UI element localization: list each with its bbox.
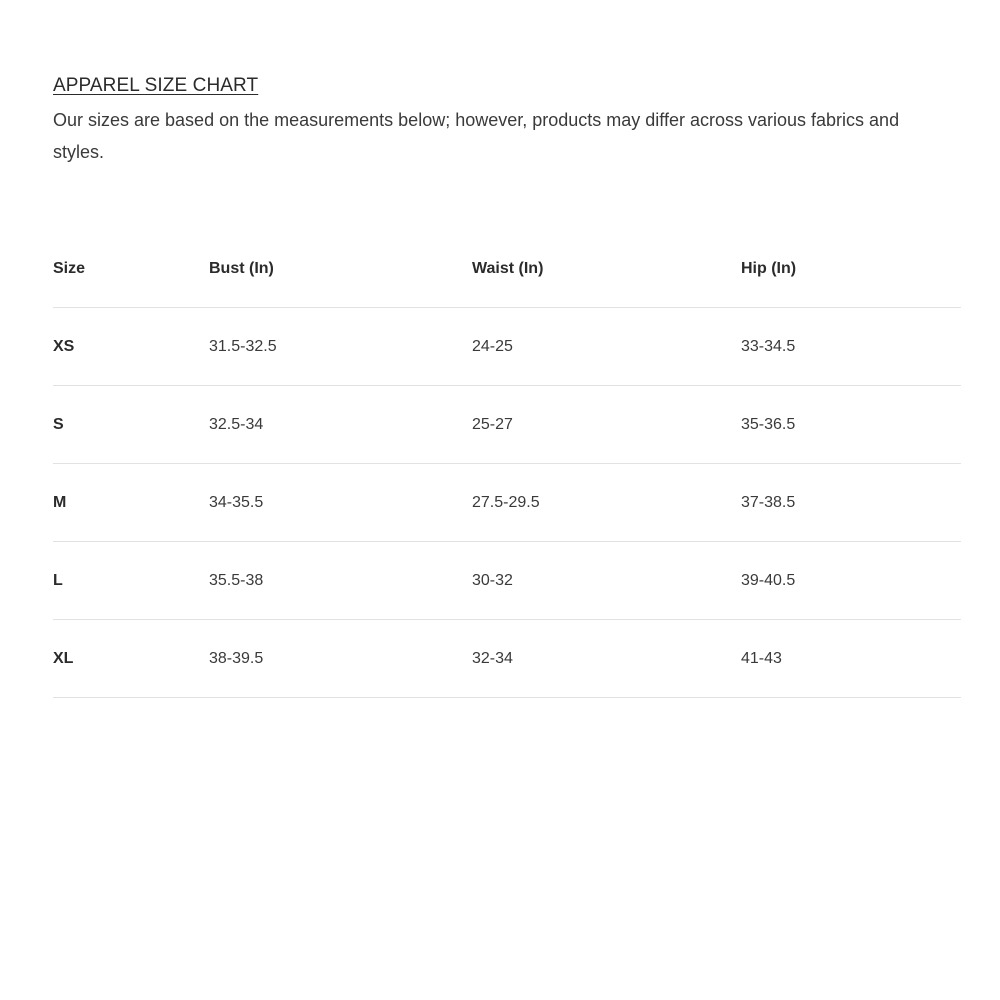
table-row — [53, 386, 961, 464]
waist-cell: 27.5-29.5 — [472, 464, 741, 542]
size-cell: XS — [53, 308, 209, 386]
waist-cell: 32-34 — [472, 620, 741, 698]
column-header-hip: Hip (In) — [741, 230, 961, 308]
size-cell: S — [53, 386, 209, 464]
hip-cell: 41-43 — [741, 620, 961, 698]
bust-cell: 35.5-38 — [209, 542, 472, 620]
table-row — [53, 620, 961, 698]
table-header-row — [53, 230, 961, 308]
hip-cell: 35-36.5 — [741, 386, 961, 464]
size-chart-page — [53, 72, 961, 667]
bust-cell: 32.5-34 — [209, 386, 472, 464]
bust-cell: 38-39.5 — [209, 620, 472, 698]
table-row — [53, 308, 961, 386]
column-header-bust: Bust (In) — [209, 230, 472, 308]
table-row — [53, 542, 961, 620]
table-row — [53, 464, 961, 542]
waist-cell: 25-27 — [472, 386, 741, 464]
intro-text: Our sizes are based on the measurements below; however, products may differ across various fabrics and styles. — [53, 110, 900, 162]
size-cell: L — [53, 542, 209, 620]
waist-cell: 24-25 — [472, 308, 741, 386]
hip-cell: 33-34.5 — [741, 308, 961, 386]
size-cell: XL — [53, 620, 209, 698]
hip-cell: 37-38.5 — [741, 464, 961, 542]
bust-cell: 31.5-32.5 — [209, 308, 472, 386]
column-header-size: Size — [53, 230, 209, 308]
column-header-waist: Waist (In) — [472, 230, 741, 308]
page-title: APPAREL SIZE CHART — [53, 75, 259, 96]
hip-cell: 39-40.5 — [741, 542, 961, 620]
size-table — [53, 230, 961, 698]
waist-cell: 30-32 — [472, 542, 741, 620]
bust-cell: 34-35.5 — [209, 464, 472, 542]
size-cell: M — [53, 464, 209, 542]
